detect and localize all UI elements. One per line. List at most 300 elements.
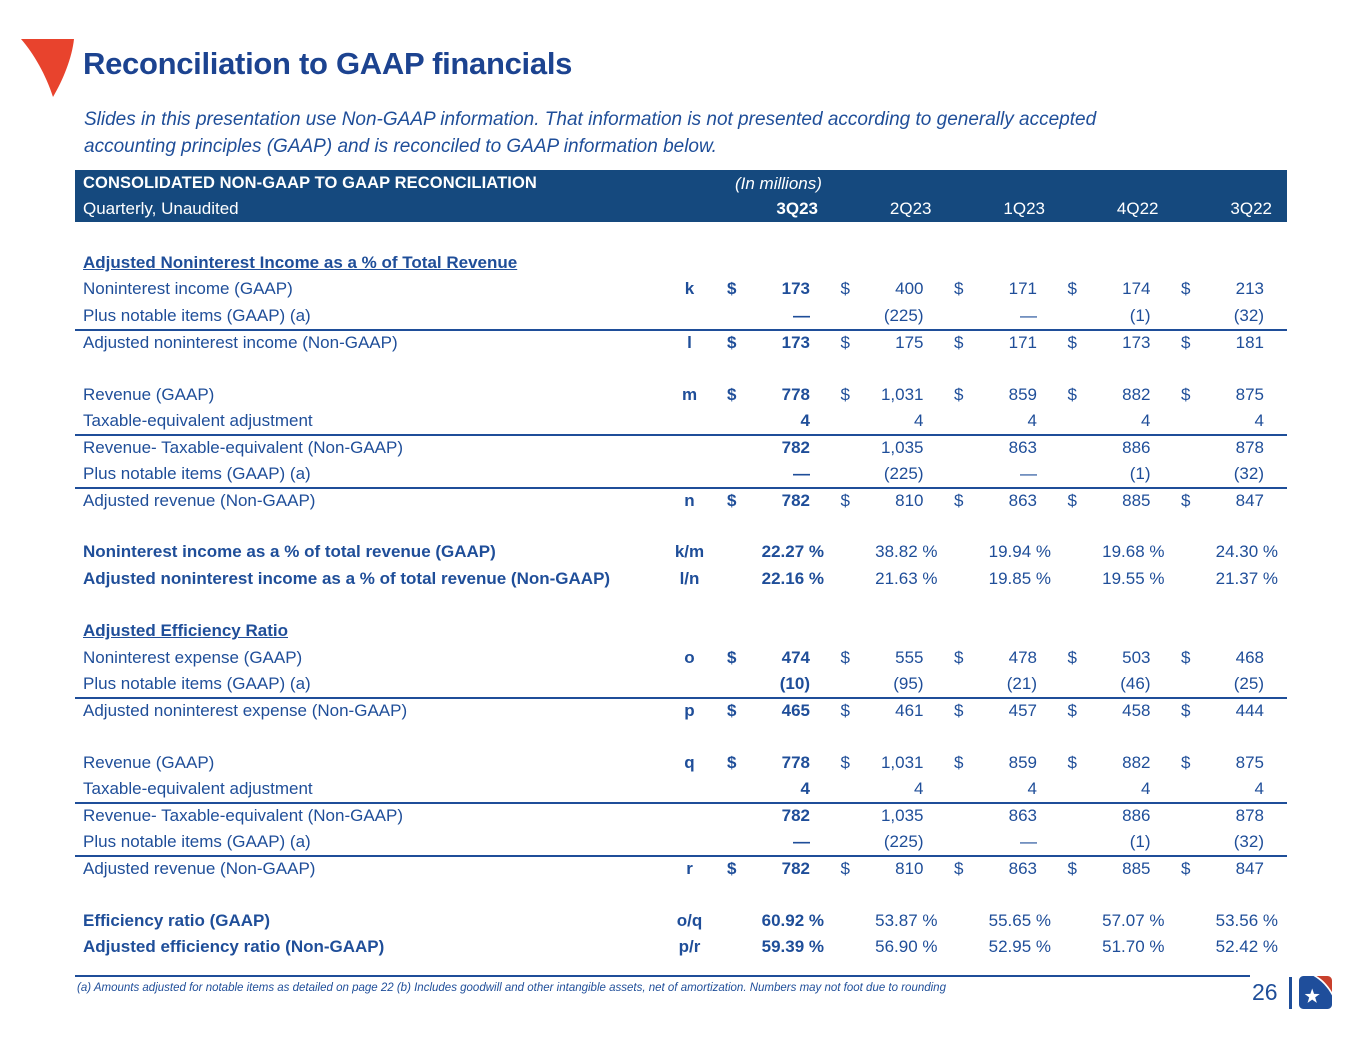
cell-value: 465 [781, 701, 810, 721]
value-group [727, 464, 810, 484]
row-label: Adjusted noninterest income (Non-GAAP) [83, 333, 398, 353]
cell-value: 19.68 % [1102, 542, 1165, 562]
row-label: Revenue- Taxable-equivalent (Non-GAAP) [83, 438, 404, 458]
cell-value: 885 [1122, 858, 1151, 878]
cell-value: — [1020, 463, 1037, 483]
value-group [954, 333, 1037, 353]
cell-value: — [1020, 831, 1037, 851]
row-label: Plus notable items (GAAP) (a) [83, 673, 311, 693]
value-group [1068, 859, 1151, 879]
dollar-sign: $ [954, 333, 964, 353]
cell-value: 53.56 % [1215, 910, 1278, 930]
value-group [841, 648, 924, 668]
value-group [954, 779, 1037, 799]
value-group [1068, 779, 1151, 799]
table-row [75, 750, 1287, 776]
dollar-sign: $ [1181, 752, 1191, 772]
value-group [954, 438, 1037, 458]
cell-value: — [793, 305, 810, 325]
page-title: Reconciliation to GAAP financials [83, 46, 573, 81]
dollar-sign: $ [727, 384, 737, 404]
row-label: Noninterest expense (GAAP) [83, 647, 303, 667]
value-group [1181, 333, 1264, 353]
value-group [727, 806, 810, 826]
cell-value: (46) [1120, 673, 1151, 693]
value-group [954, 701, 1037, 721]
dollar-sign: $ [1181, 858, 1191, 878]
dollar-sign: $ [840, 279, 850, 299]
row-ref: m [681, 384, 698, 404]
cell-value: 859 [1008, 752, 1037, 772]
cell-value: 171 [1008, 279, 1037, 299]
row-ref: p [684, 701, 695, 721]
value-group [1068, 306, 1151, 326]
column-header-3q23: 3Q23 [776, 198, 818, 218]
red-swoosh-icon [20, 38, 74, 98]
dollar-sign: $ [1067, 858, 1077, 878]
cell-value: 1,031 [880, 384, 924, 404]
value-group [1181, 779, 1264, 799]
value-group [1181, 674, 1264, 694]
value-group [727, 385, 810, 405]
value-group [841, 910, 938, 931]
value-group [841, 806, 924, 826]
dollar-sign: $ [1067, 333, 1077, 353]
value-group [954, 753, 1037, 773]
value-group [727, 279, 810, 299]
value-group [1068, 701, 1151, 721]
row-label: Revenue- Taxable-equivalent (Non-GAAP) [83, 806, 404, 826]
row-ref: l [687, 333, 692, 353]
value-group [841, 779, 924, 799]
table-title: CONSOLIDATED NON-GAAP TO GAAP RECONCILIATION [83, 174, 537, 192]
dollar-sign: $ [727, 647, 737, 667]
row-label: Adjusted noninterest income as a % of total revenue (Non-GAAP) [83, 568, 611, 588]
cell-value: (21) [1006, 673, 1037, 693]
row-label: Taxable-equivalent adjustment [83, 779, 313, 799]
value-group [727, 936, 824, 957]
row-ref: k/m [674, 542, 705, 562]
table-row [75, 487, 1287, 513]
column-header-3q22: 3Q22 [1230, 198, 1272, 218]
value-group [1068, 832, 1151, 852]
cell-value: 213 [1235, 279, 1264, 299]
row-ref: q [684, 752, 695, 772]
footnote: (a) Amounts adjusted for notable items as detailed on page 22 (b) Includes goodwill and other intangible assets, net of amortization. Numbers may not foot due to rounding [77, 982, 946, 994]
cell-value: — [793, 831, 810, 851]
dollar-sign: $ [840, 752, 850, 772]
cell-value: 886 [1122, 806, 1151, 826]
cell-value: 21.37 % [1215, 568, 1278, 588]
value-group [954, 648, 1037, 668]
row-label: Adjusted revenue (Non-GAAP) [83, 490, 316, 510]
cell-value: 847 [1235, 858, 1264, 878]
cell-value: 863 [1008, 490, 1037, 510]
table-row [75, 566, 1287, 592]
cell-value: 468 [1235, 647, 1264, 667]
cell-value: 57.07 % [1102, 910, 1165, 930]
table-row [75, 934, 1287, 960]
table-row [75, 355, 1287, 381]
dollar-sign: $ [727, 490, 737, 510]
cell-value: 55.65 % [988, 910, 1051, 930]
row-label: Adjusted noninterest expense (Non-GAAP) [83, 701, 408, 721]
table-body [75, 250, 1287, 960]
cell-value: 4 [800, 779, 810, 799]
cell-value: 847 [1235, 490, 1264, 510]
value-group [954, 385, 1037, 405]
cell-value: 400 [895, 279, 924, 299]
value-group [1181, 936, 1278, 957]
value-group [727, 491, 810, 511]
value-group [954, 411, 1037, 431]
cell-value: (32) [1233, 831, 1264, 851]
cell-value: 4 [1141, 779, 1151, 799]
cell-value: 4 [914, 410, 924, 430]
cell-value: 175 [895, 333, 924, 353]
row-ref: k [684, 279, 695, 299]
value-group [727, 306, 810, 326]
cell-value: 173 [781, 279, 810, 299]
table-row [75, 671, 1287, 697]
value-group [1068, 648, 1151, 668]
row-label: Adjusted efficiency ratio (Non-GAAP) [83, 936, 385, 956]
dollar-sign: $ [1067, 752, 1077, 772]
row-label: Adjusted Efficiency Ratio [83, 621, 288, 641]
table-row [75, 539, 1287, 565]
row-ref: o/q [676, 910, 703, 930]
cell-value: 4 [1027, 410, 1037, 430]
dollar-sign: $ [1067, 384, 1077, 404]
cell-value: 457 [1008, 701, 1037, 721]
cell-value: 782 [781, 438, 810, 458]
dollar-sign: $ [954, 384, 964, 404]
dollar-sign: $ [840, 647, 850, 667]
dollar-sign: $ [1181, 490, 1191, 510]
cell-value: (32) [1233, 463, 1264, 483]
value-group [841, 306, 924, 326]
value-group [954, 832, 1037, 852]
cell-value: — [793, 463, 810, 483]
value-group [841, 832, 924, 852]
table-row [75, 592, 1287, 618]
value-group [954, 859, 1037, 879]
row-label: Efficiency ratio (GAAP) [83, 910, 271, 930]
value-group [1181, 306, 1264, 326]
row-ref: l/n [679, 568, 700, 588]
cell-value: 882 [1122, 384, 1151, 404]
value-group [727, 411, 810, 431]
value-group [1068, 464, 1151, 484]
cell-value: 555 [895, 647, 924, 667]
row-label: Revenue (GAAP) [83, 752, 215, 772]
bank-logo-icon [1299, 976, 1332, 1009]
cell-value: 878 [1235, 806, 1264, 826]
value-group [1181, 753, 1264, 773]
value-group [954, 279, 1037, 299]
value-group [841, 464, 924, 484]
value-group [1181, 279, 1264, 299]
cell-value: (1) [1129, 305, 1151, 325]
table-header-bar [75, 170, 1287, 222]
value-group [841, 701, 924, 721]
cell-value: 56.90 % [875, 936, 938, 956]
row-label: Taxable-equivalent adjustment [83, 410, 313, 430]
row-label: Adjusted revenue (Non-GAAP) [83, 858, 316, 878]
value-group [1068, 806, 1151, 826]
row-label: Plus notable items (GAAP) (a) [83, 463, 311, 483]
cell-value: 1,035 [880, 438, 924, 458]
value-group [841, 568, 938, 589]
cell-value: 171 [1008, 333, 1037, 353]
value-group [841, 279, 924, 299]
table-row [75, 802, 1287, 828]
table-units-label: (In millions) [735, 173, 822, 193]
table-row [75, 513, 1287, 539]
cell-value: 478 [1008, 647, 1037, 667]
value-group [727, 438, 810, 458]
row-label: Noninterest income (GAAP) [83, 279, 293, 299]
cell-value: 19.55 % [1102, 568, 1165, 588]
row-ref: n [684, 490, 695, 510]
cell-value: (225) [883, 831, 924, 851]
value-group [841, 385, 924, 405]
cell-value: 474 [781, 647, 810, 667]
dollar-sign: $ [954, 752, 964, 772]
table-row [75, 829, 1287, 855]
table-row [75, 250, 1287, 276]
row-label: Adjusted Noninterest Income as a % of Total Revenue [83, 253, 518, 273]
cell-value: 886 [1122, 438, 1151, 458]
dollar-sign: $ [1181, 701, 1191, 721]
cell-value: (1) [1129, 831, 1151, 851]
table-row [75, 776, 1287, 802]
value-group [954, 568, 1051, 589]
value-group [1181, 806, 1264, 826]
table-row [75, 329, 1287, 355]
row-ref: r [686, 858, 693, 878]
column-header-4q22: 4Q22 [1116, 198, 1159, 218]
value-group [1181, 542, 1278, 562]
value-group [727, 753, 810, 773]
cell-value: 863 [1008, 438, 1037, 458]
dollar-sign: $ [1067, 490, 1077, 510]
cell-value: 38.82 % [875, 542, 938, 562]
table-row [75, 697, 1287, 723]
value-group [841, 438, 924, 458]
row-label: Noninterest income as a % of total revenue (GAAP) [83, 542, 496, 562]
cell-value: 882 [1122, 752, 1151, 772]
value-group [954, 306, 1037, 326]
table-row [75, 855, 1287, 881]
value-group [1068, 411, 1151, 431]
value-group [1068, 936, 1165, 957]
dollar-sign: $ [840, 384, 850, 404]
value-group [954, 936, 1051, 957]
value-group [727, 910, 824, 931]
cell-value: (10) [779, 673, 810, 693]
dollar-sign: $ [1067, 647, 1077, 667]
cell-value: 19.85 % [988, 568, 1051, 588]
dollar-sign: $ [727, 752, 737, 772]
cell-value: 863 [1008, 858, 1037, 878]
cell-value: 4 [914, 779, 924, 799]
dollar-sign: $ [954, 490, 964, 510]
value-group [1068, 438, 1151, 458]
value-group [1181, 701, 1264, 721]
dollar-sign: $ [840, 490, 850, 510]
value-group [727, 701, 810, 721]
dollar-sign: $ [1181, 384, 1191, 404]
cell-value: 4 [1254, 779, 1264, 799]
value-group [727, 832, 810, 852]
table-row [75, 408, 1287, 434]
cell-value: 52.95 % [988, 936, 1051, 956]
table-row [75, 381, 1287, 407]
cell-value: 173 [1122, 333, 1151, 353]
cell-value: 21.63 % [875, 568, 938, 588]
cell-value: 875 [1235, 752, 1264, 772]
dollar-sign: $ [727, 279, 737, 299]
cell-value: 782 [781, 806, 810, 826]
value-group [1181, 648, 1264, 668]
row-ref: p/r [678, 936, 701, 956]
dollar-sign: $ [840, 701, 850, 721]
row-label: Plus notable items (GAAP) (a) [83, 831, 311, 851]
cell-value: 859 [1008, 384, 1037, 404]
cell-value: 4 [1027, 779, 1037, 799]
dollar-sign: $ [727, 701, 737, 721]
value-group [841, 333, 924, 353]
cell-value: 174 [1122, 279, 1151, 299]
cell-value: 22.27 % [761, 542, 824, 562]
dollar-sign: $ [727, 858, 737, 878]
value-group [1181, 859, 1264, 879]
dollar-sign: $ [1067, 279, 1077, 299]
cell-value: (225) [883, 305, 924, 325]
value-group [1068, 753, 1151, 773]
value-group [727, 568, 824, 589]
value-group [727, 648, 810, 668]
cell-value: 810 [895, 490, 924, 510]
dollar-sign: $ [1181, 647, 1191, 667]
cell-value: 4 [1141, 410, 1151, 430]
value-group [1181, 832, 1264, 852]
column-header-2q23: 2Q23 [889, 198, 932, 218]
cell-value: 4 [1254, 410, 1264, 430]
cell-value: 181 [1235, 333, 1264, 353]
value-group [1181, 910, 1278, 931]
dollar-sign: $ [1181, 333, 1191, 353]
value-group [1181, 568, 1278, 589]
dollar-sign: $ [954, 279, 964, 299]
cell-value: (95) [893, 673, 924, 693]
dollar-sign: $ [727, 333, 737, 353]
value-group [841, 859, 924, 879]
row-label: Revenue (GAAP) [83, 384, 215, 404]
dollar-sign: $ [1067, 701, 1077, 721]
value-group [841, 936, 938, 957]
cell-value: (1) [1129, 463, 1151, 483]
table-row [75, 434, 1287, 460]
value-group [1068, 279, 1151, 299]
value-group [841, 753, 924, 773]
cell-value: 60.92 % [761, 910, 824, 930]
cell-value: 444 [1235, 701, 1264, 721]
table-row [75, 723, 1287, 749]
cell-value: 173 [781, 333, 810, 353]
dollar-sign: $ [840, 333, 850, 353]
cell-value: 810 [895, 858, 924, 878]
value-group [727, 674, 810, 694]
value-group [727, 779, 810, 799]
value-group [727, 542, 824, 562]
table-row [75, 907, 1287, 933]
page-number: 26 [1252, 979, 1278, 1005]
table-row [75, 276, 1287, 302]
cell-value: 22.16 % [761, 568, 824, 588]
value-group [841, 674, 924, 694]
cell-value: 782 [781, 490, 810, 510]
cell-value: 52.42 % [1215, 936, 1278, 956]
dollar-sign: $ [954, 858, 964, 878]
cell-value: 19.94 % [988, 542, 1051, 562]
cell-value: 59.39 % [761, 936, 824, 956]
value-group [1181, 491, 1264, 511]
dollar-sign: $ [1181, 279, 1191, 299]
cell-value: (225) [883, 463, 924, 483]
reconciliation-table [75, 170, 1287, 960]
dollar-sign: $ [954, 647, 964, 667]
cell-value: (25) [1233, 673, 1264, 693]
cell-value: 53.87 % [875, 910, 938, 930]
table-row [75, 644, 1287, 670]
cell-value: 503 [1122, 647, 1151, 667]
row-label: Plus notable items (GAAP) (a) [83, 305, 311, 325]
table-subtitle: Quarterly, Unaudited [83, 198, 239, 218]
page-number-separator [1289, 977, 1292, 1009]
value-group [954, 464, 1037, 484]
value-group [727, 859, 810, 879]
cell-value: 778 [781, 384, 810, 404]
subtitle-line-1: Slides in this presentation use Non-GAAP information. That information is not presented according to generally accepted [84, 109, 1097, 130]
footer-divider [75, 975, 1250, 977]
cell-value: 875 [1235, 384, 1264, 404]
cell-value: 1,031 [880, 752, 924, 772]
value-group [841, 411, 924, 431]
subtitle-line-2: accounting principles (GAAP) and is reconciled to GAAP information below. [84, 136, 717, 157]
row-ref: o [684, 647, 695, 667]
value-group [1181, 438, 1264, 458]
cell-value: 51.70 % [1102, 936, 1165, 956]
dollar-sign: $ [954, 701, 964, 721]
cell-value: 1,035 [880, 806, 924, 826]
value-group [954, 806, 1037, 826]
cell-value: 24.30 % [1215, 542, 1278, 562]
value-group [954, 674, 1037, 694]
value-group [1181, 464, 1264, 484]
cell-value: 878 [1235, 438, 1264, 458]
cell-value: (32) [1233, 305, 1264, 325]
cell-value: 863 [1008, 806, 1037, 826]
slide-subtitle [84, 106, 1096, 160]
table-row [75, 303, 1287, 329]
value-group [727, 333, 810, 353]
value-group [954, 910, 1051, 931]
value-group [1181, 385, 1264, 405]
value-group [1068, 385, 1151, 405]
value-group [1068, 491, 1151, 511]
